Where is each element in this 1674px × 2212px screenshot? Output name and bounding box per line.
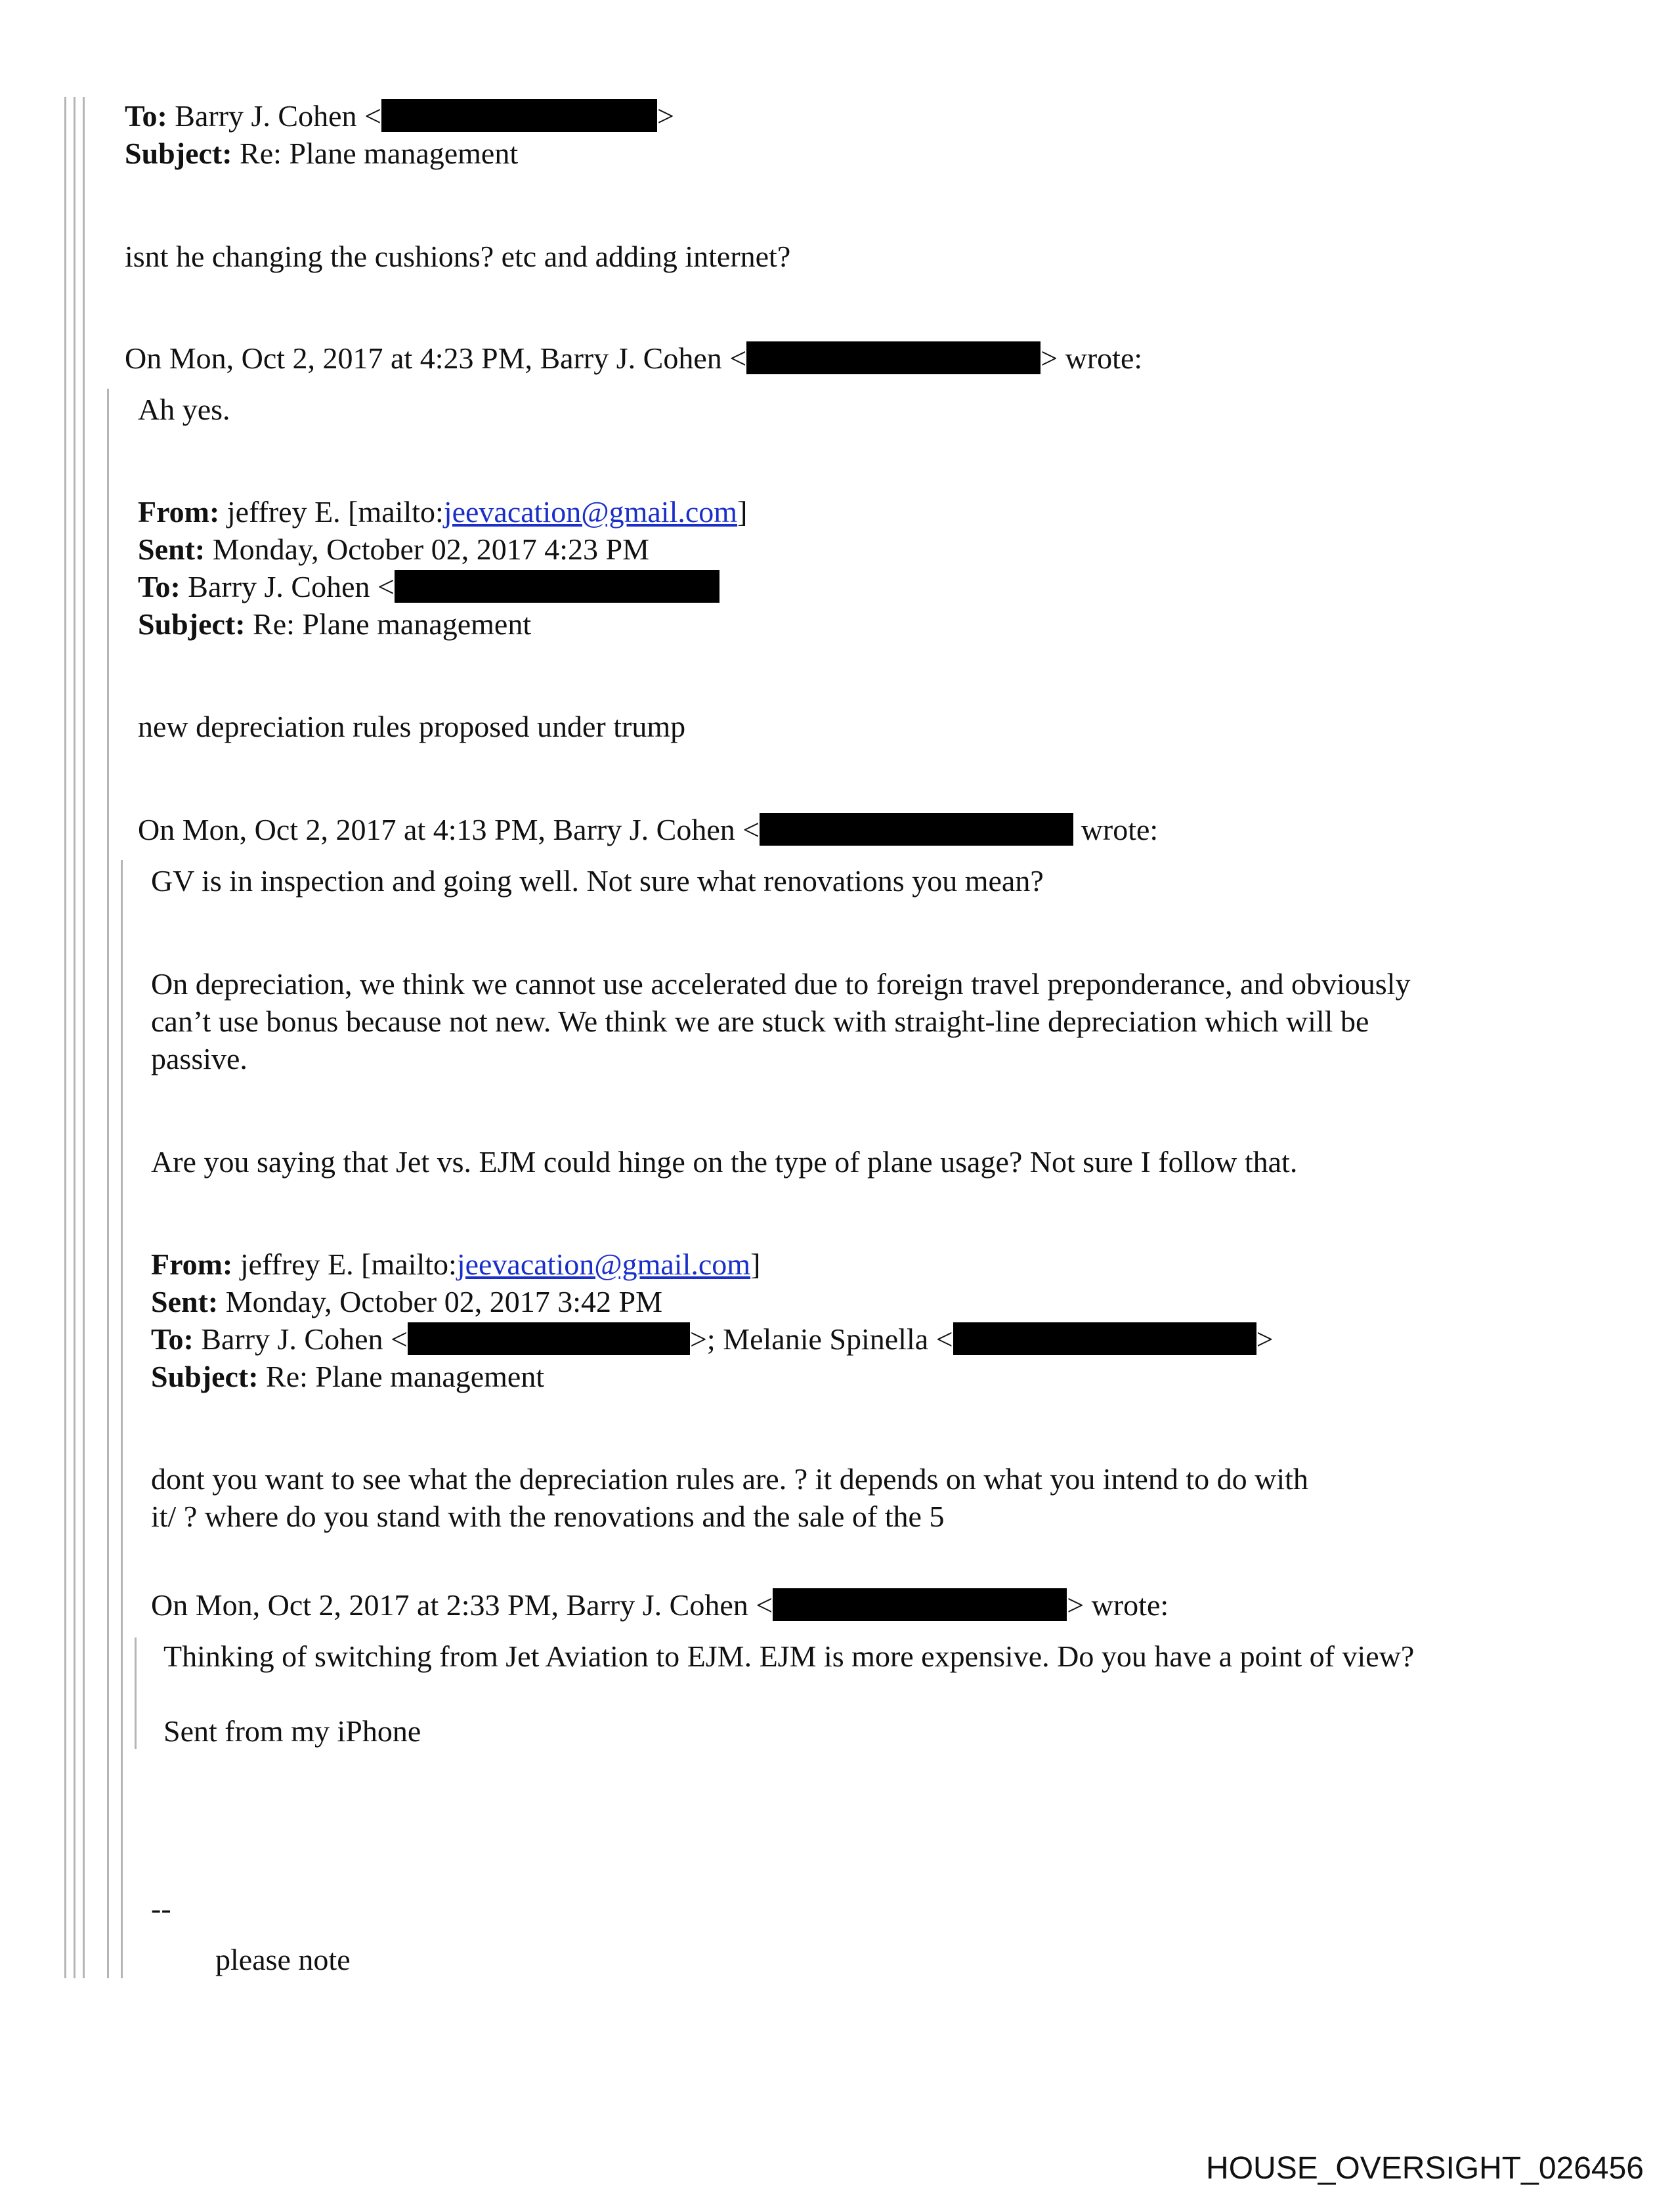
subject-value: Re: Plane management [253, 607, 532, 641]
header-2-to [138, 568, 719, 606]
attribution-2-prefix: On Mon, Oct 2, 2017 at 4:13 PM, Barry J. Cohen < [138, 813, 760, 846]
reply-body-1: isnt he changing the cushions? etc and adding internet? [125, 240, 791, 273]
quote-3-line2: Sent from my iPhone [163, 1714, 421, 1748]
redaction-block [953, 1322, 1256, 1355]
attribution-1-suffix: > wrote: [1041, 341, 1143, 375]
from-value: jeffrey E. [mailto: [226, 495, 444, 529]
body-3-line1: dont you want to see what the depreciation rules are. ? it depends on what you intend to do with [151, 1462, 1308, 1496]
quote-bar-level-1 [107, 389, 109, 1978]
header-3-subject [151, 1358, 544, 1396]
subject-label: Subject: [138, 607, 246, 641]
redaction-block [773, 1588, 1067, 1621]
quote-bar-outer-2 [74, 97, 75, 1978]
header-2-from [138, 493, 747, 531]
quote-2-para1: GV is in inspection and going well. Not sure what renovations you mean? [151, 864, 1044, 898]
sent-label: Sent: [138, 532, 205, 566]
attribution-2-suffix: wrote: [1081, 813, 1159, 846]
attribution-1 [125, 339, 1142, 378]
from-label: From: [138, 495, 220, 529]
sent-value: Monday, October 02, 2017 3:42 PM [225, 1285, 662, 1318]
attribution-3-suffix: > wrote: [1067, 1588, 1169, 1622]
quote-2-para2-line2: can’t use bonus because not new. We think we are stuck with straight-line depreciation which will be [151, 1005, 1369, 1038]
to-middle: >; Melanie Spinella < [689, 1322, 953, 1356]
from-value: jeffrey E. [mailto: [240, 1247, 457, 1281]
header-3-sent [151, 1283, 662, 1321]
to-close: > [1256, 1322, 1274, 1356]
body-2: new depreciation rules proposed under trump [138, 710, 686, 743]
from-email-link[interactable]: jeevacation@gmail.com [456, 1247, 751, 1281]
top-header-subject [125, 135, 518, 173]
to-label: To: [138, 570, 181, 603]
quote-bar-level-3 [135, 1637, 137, 1749]
signature-note: please note [215, 1943, 351, 1976]
to-value: Barry J. Cohen < [175, 99, 381, 133]
attribution-3-prefix: On Mon, Oct 2, 2017 at 2:33 PM, Barry J. Cohen < [151, 1588, 773, 1622]
redaction-block [381, 99, 657, 132]
header-3-from [151, 1246, 760, 1284]
quote-bar-outer-3 [83, 97, 85, 1978]
to-value: Barry J. Cohen < [188, 570, 395, 603]
subject-label: Subject: [125, 137, 232, 170]
from-close: ] [737, 495, 748, 529]
to-label: To: [125, 99, 167, 133]
header-2-subject [138, 605, 531, 643]
quote-bar-outer-1 [64, 97, 66, 1978]
quote-bar-level-2 [121, 860, 123, 1978]
from-email-link[interactable]: jeevacation@gmail.com [443, 495, 738, 529]
bates-footer: HOUSE_OVERSIGHT_026456 [1206, 2151, 1644, 2186]
sent-value: Monday, October 02, 2017 4:23 PM [212, 532, 649, 566]
attribution-3 [151, 1586, 1169, 1624]
quote-3-line1: Thinking of switching from Jet Aviation to EJM. EJM is more expensive. Do you have a point of view? [163, 1639, 1415, 1673]
quote-2-para2-line3: passive. [151, 1042, 247, 1075]
sent-label: Sent: [151, 1285, 219, 1318]
to-value: Barry J. Cohen < [201, 1322, 408, 1356]
top-header-to [125, 97, 674, 135]
to-label: To: [151, 1322, 194, 1356]
from-label: From: [151, 1247, 233, 1281]
subject-value: Re: Plane management [266, 1360, 545, 1393]
quote-1-body: Ah yes. [138, 393, 230, 426]
header-2-sent [138, 531, 649, 569]
subject-value: Re: Plane management [240, 137, 519, 170]
attribution-2 [138, 811, 1158, 849]
redaction-block [746, 341, 1041, 374]
redaction-block [408, 1322, 690, 1355]
header-3-to [151, 1320, 1274, 1358]
from-close: ] [750, 1247, 761, 1281]
to-close: > [656, 99, 674, 133]
redaction-block [395, 570, 719, 603]
quote-2-para3: Are you saying that Jet vs. EJM could hinge on the type of plane usage? Not sure I follow that. [151, 1145, 1298, 1179]
signature-dashes: -- [151, 1892, 171, 1925]
attribution-1-prefix: On Mon, Oct 2, 2017 at 4:23 PM, Barry J. Cohen < [125, 341, 747, 375]
subject-label: Subject: [151, 1360, 259, 1393]
redaction-block [760, 813, 1073, 846]
quote-2-para2-line1: On depreciation, we think we cannot use accelerated due to foreign travel preponderance, and obviously [151, 967, 1411, 1001]
body-3-line2: it/ ? where do you stand with the renovations and the sale of the 5 [151, 1500, 945, 1533]
